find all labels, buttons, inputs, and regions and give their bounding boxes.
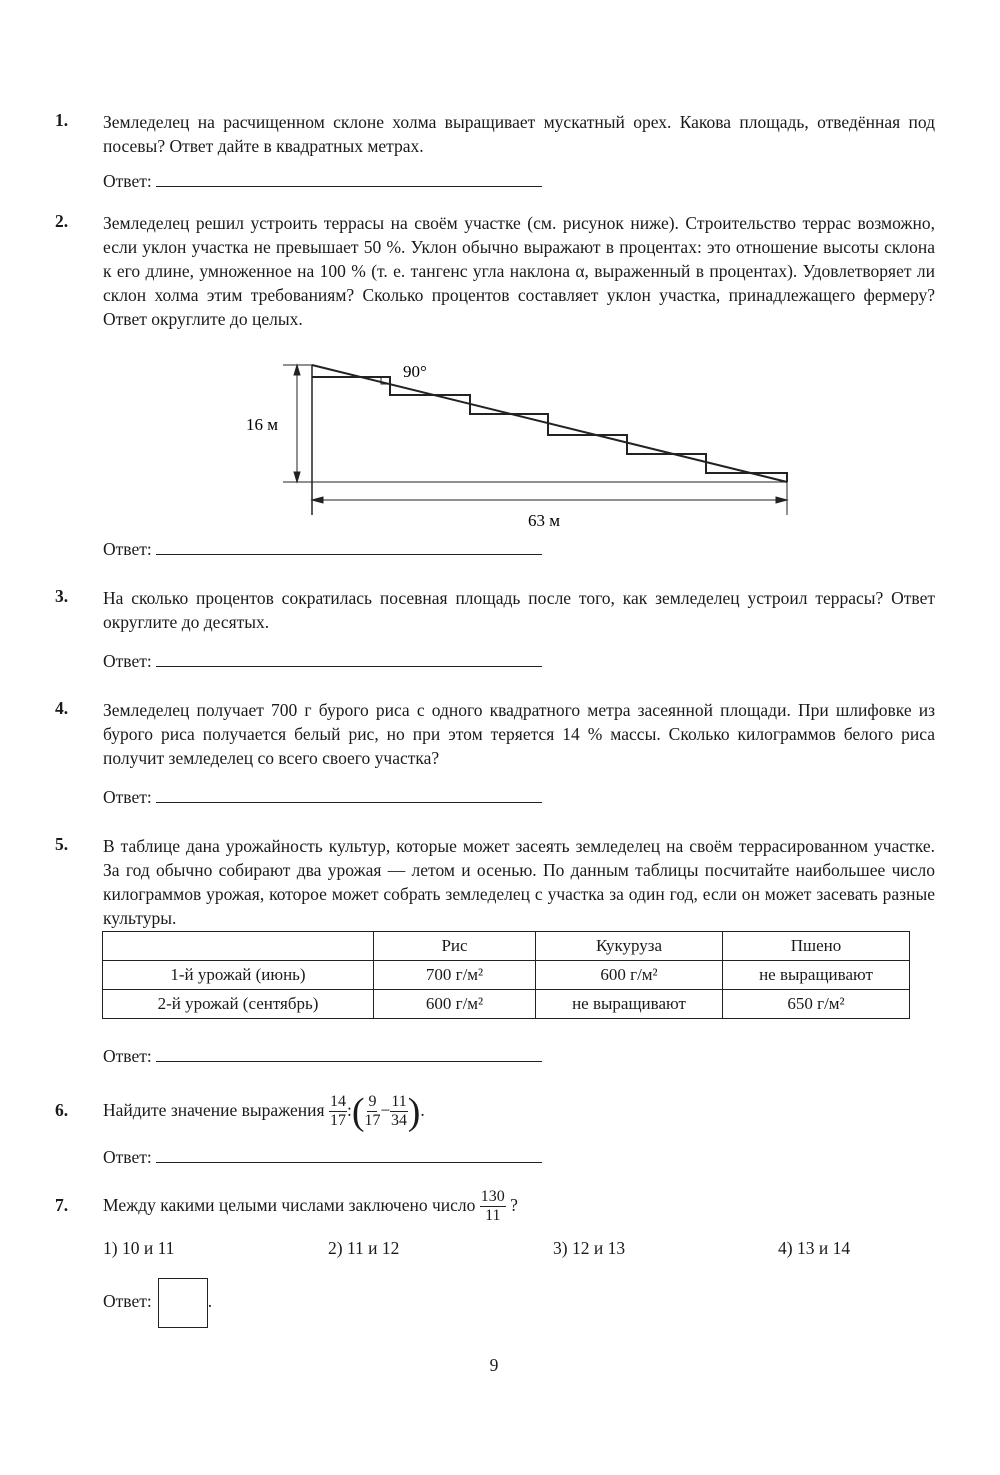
length-label: 63 м	[528, 511, 561, 530]
answer-line[interactable]	[156, 786, 542, 803]
task-number: 1.	[55, 110, 69, 130]
paren: )	[407, 1090, 421, 1133]
paren: (	[351, 1090, 365, 1133]
answer-field[interactable]	[103, 1146, 542, 1168]
task-text: Земледелец решил устроить террасы на своём участке (см. рисунок ниже). Строительство террас возможно, если уклон участка не превышает 50 %. Уклон обычно выражают в процентах: это отношение высоты склона к его длине, умноженное на 100 % (т. е. тангенс угла наклона α, выраженный в процентах). Удовлетворяет ли склон холма этим требованиям? Сколько процентов составляет уклон участка, принадлежащего фермеру? Ответ округлите до целых.	[103, 213, 935, 329]
question-mark: ?	[510, 1195, 518, 1215]
table-cell: 700 г/м²	[374, 961, 536, 990]
minus: −	[380, 1100, 391, 1120]
answer-label: Ответ:	[103, 1147, 152, 1167]
answer-label: Ответ:	[103, 171, 152, 191]
task-number: 5.	[55, 834, 69, 854]
table-cell: 600 г/м²	[536, 961, 723, 990]
task-question: Найдите значение выражения	[103, 1100, 325, 1120]
option-3[interactable]: 3) 12 и 13	[553, 1238, 626, 1258]
answer-line[interactable]	[156, 538, 542, 555]
period: .	[420, 1100, 425, 1120]
terrace-diagram	[0, 0, 1000, 540]
fraction: $\frac{14}{17}$	[329, 1093, 346, 1130]
table-cell: 650 г/м²	[723, 990, 910, 1019]
answer-box[interactable]	[158, 1278, 208, 1328]
task-text: Земледелец на расчищенном склоне холма выращивает мускатный орех. Какова площадь, отведённая под посевы? Ответ дайте в квадратных метрах.	[103, 112, 935, 156]
table-cell: 2-й урожай (сентябрь)	[103, 990, 374, 1019]
answer-field: Ответ: .	[103, 1278, 212, 1328]
task-number: 2.	[55, 211, 69, 231]
fraction: $\frac{130}{11}$	[480, 1188, 505, 1225]
answer-field[interactable]	[103, 650, 542, 672]
task-number: 4.	[55, 698, 69, 718]
option-4[interactable]: 4) 13 и 14	[778, 1238, 851, 1258]
table-header: Пшено	[723, 932, 910, 961]
slope-line	[312, 365, 787, 482]
height-label: 16 м	[246, 415, 279, 434]
answer-label: Ответ:	[103, 651, 152, 671]
answer-field[interactable]	[103, 786, 542, 808]
task-text: В таблице дана урожайность культур, которые может засеять земледелец на своём террасированном участке. За год обычно собирают два урожая — летом и осенью. По данным таблицы посчитайте наибольшее число килограммов урожая, которое может собрать земледелец с участка за один год, если он может засевать разные культуры.	[103, 836, 935, 928]
answer-line[interactable]	[156, 1045, 542, 1062]
answer-label: Ответ:	[103, 1291, 152, 1312]
task-text: Земледелец получает 700 г бурого риса с одного квадратного метра засеянной площади. При шлифовке из бурого риса получается белый рис, но при этом теряется 14 % массы. Сколько килограммов белого риса получит земледелец со всего своего участка?	[103, 700, 935, 768]
table-row	[103, 990, 910, 1019]
table-cell: не выращивают	[536, 990, 723, 1019]
colon: :	[346, 1100, 352, 1120]
option-1[interactable]: 1) 10 и 11	[103, 1238, 175, 1258]
answer-field[interactable]	[103, 1045, 542, 1067]
task-number: 3.	[55, 586, 69, 606]
terrace-steps	[312, 377, 787, 482]
option-2[interactable]: 2) 11 и 12	[328, 1238, 400, 1258]
answer-label: Ответ:	[103, 787, 152, 807]
table-header	[103, 932, 374, 961]
task-number: 6.	[55, 1100, 69, 1120]
answer-line[interactable]	[156, 650, 542, 667]
answer-field[interactable]	[103, 538, 542, 560]
page-number: 9	[489, 1355, 499, 1375]
angle-label: 90°	[403, 362, 427, 381]
fraction: $\frac{9}{17}$	[364, 1093, 381, 1130]
table-cell: 1-й урожай (июнь)	[103, 961, 374, 990]
answer-line[interactable]	[156, 1146, 542, 1163]
table-header: Рис	[374, 932, 536, 961]
task-text: На сколько процентов сократилась посевная площадь после того, как земледелец устроил террасы? Ответ округлите до десятых.	[103, 588, 935, 632]
task-text	[103, 1088, 935, 1132]
task-question: Между какими целыми числами заключено число	[103, 1195, 476, 1215]
yield-table	[102, 931, 910, 1019]
fraction: $\frac{11}{34}$	[391, 1093, 408, 1130]
table-header: Кукуруза	[536, 932, 723, 961]
answer-label: Ответ:	[103, 1046, 152, 1066]
table-header-row	[103, 932, 910, 961]
task-text	[103, 1183, 935, 1227]
task-number: 7.	[55, 1195, 69, 1215]
table-row	[103, 961, 910, 990]
table-cell: 600 г/м²	[374, 990, 536, 1019]
table-cell: не выращивают	[723, 961, 910, 990]
answer-label: Ответ:	[103, 539, 152, 559]
